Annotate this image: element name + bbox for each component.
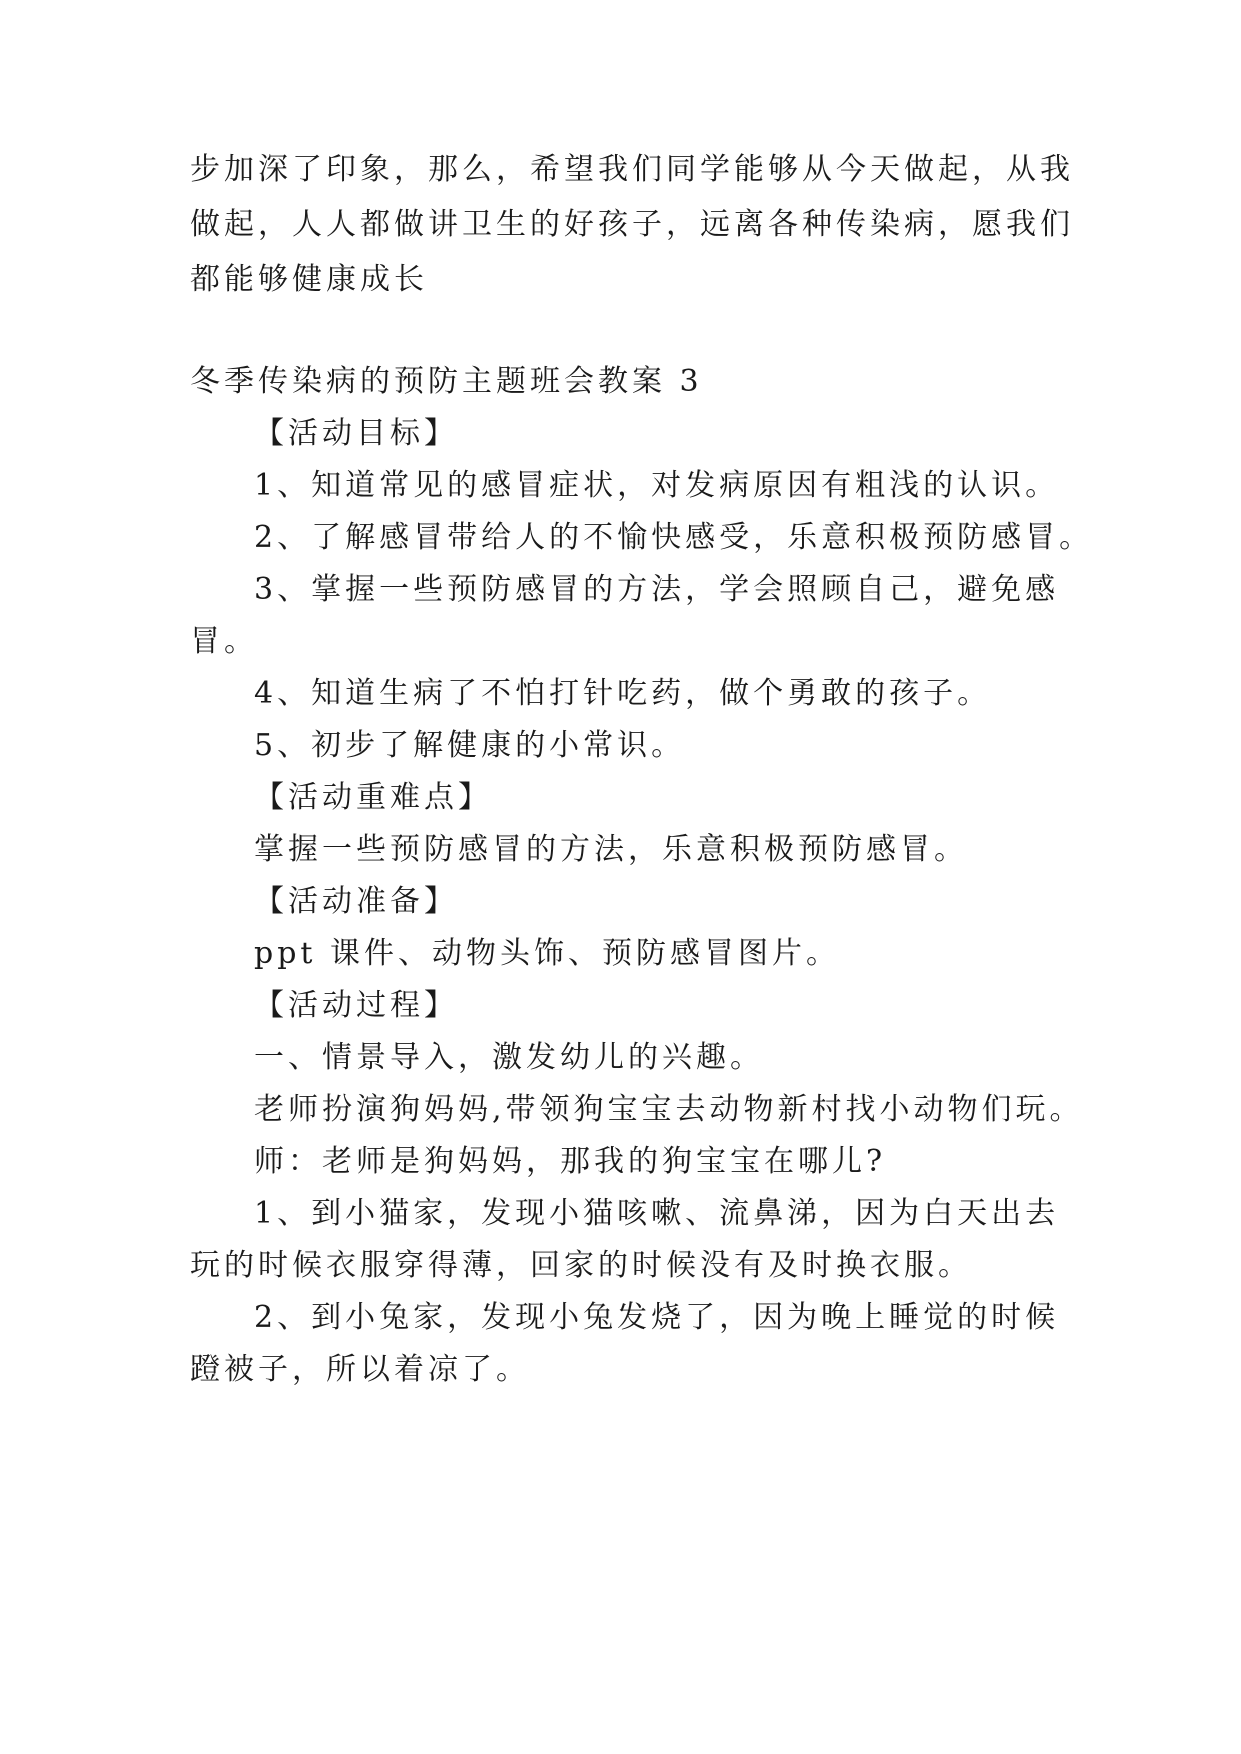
goal-item-4: 4、知道生病了不怕打针吃药，做个勇敢的孩子。	[254, 676, 992, 711]
process-text: 老师扮演狗妈妈,带领狗宝宝去动物新村找小动物们玩。	[254, 1092, 1084, 1127]
process-item-1-continued: 玩的时候衣服穿得薄，回家的时候没有及时换衣服。	[190, 1248, 972, 1283]
heading-activity-goals: 【活动目标】	[254, 416, 458, 451]
process-item-2-continued: 蹬被子，所以着凉了。	[190, 1352, 530, 1387]
goal-item-3-continued: 冒。	[190, 624, 258, 659]
paragraph-line: 步加深了印象，那么，希望我们同学能够从今天做起，从我	[190, 152, 1074, 187]
process-item-1: 1、到小猫家，发现小猫咳嗽、流鼻涕，因为白天出去	[254, 1196, 1060, 1231]
goal-item-1: 1、知道常见的感冒症状，对发病原因有粗浅的认识。	[254, 468, 1060, 503]
goal-item-5: 5、初步了解健康的小常识。	[254, 728, 686, 763]
process-text: 师：老师是狗妈妈，那我的狗宝宝在哪儿?	[254, 1144, 887, 1179]
key-points-text: 掌握一些预防感冒的方法，乐意积极预防感冒。	[254, 832, 968, 867]
heading-key-points: 【活动重难点】	[254, 780, 492, 815]
section-title: 冬季传染病的预防主题班会教案 3	[190, 364, 703, 399]
paragraph-line: 都能够健康成长	[190, 262, 428, 297]
paragraph-line: 做起，人人都做讲卫生的好孩子，远离各种传染病，愿我们	[190, 207, 1074, 242]
heading-preparation: 【活动准备】	[254, 884, 458, 919]
heading-process: 【活动过程】	[254, 988, 458, 1023]
process-item-2: 2、到小兔家，发现小兔发烧了，因为晚上睡觉的时候	[254, 1300, 1060, 1335]
goal-item-3: 3、掌握一些预防感冒的方法，学会照顾自己，避免感	[254, 572, 1060, 607]
preparation-text: ppt 课件、动物头饰、预防感冒图片。	[254, 936, 840, 971]
process-step-1: 一、情景导入，激发幼儿的兴趣。	[254, 1040, 764, 1075]
goal-item-2: 2、了解感冒带给人的不愉快感受，乐意积极预防感冒。	[254, 520, 1094, 555]
